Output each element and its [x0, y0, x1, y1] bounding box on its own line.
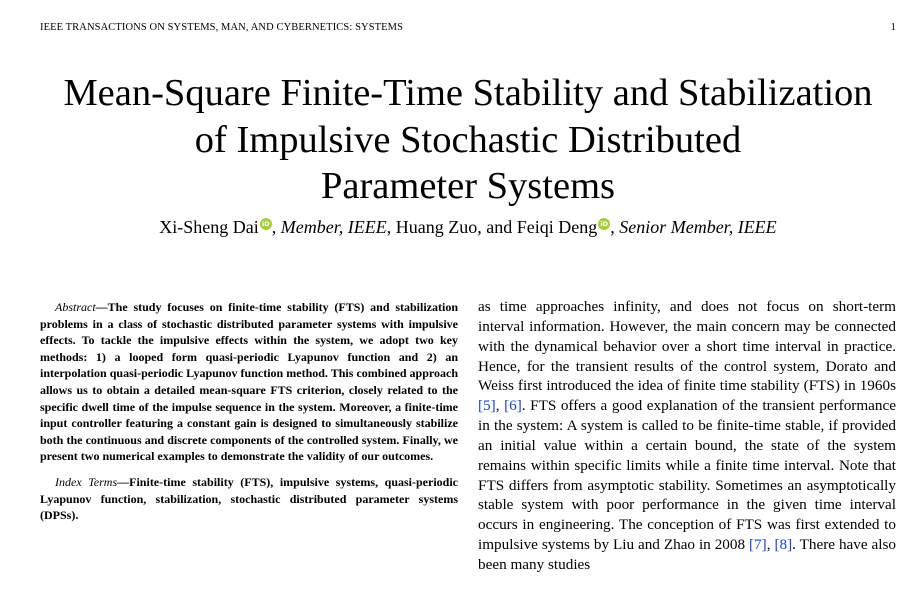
separator: ,	[271, 217, 281, 237]
abstract-column	[40, 299, 458, 524]
author-list	[0, 215, 908, 239]
citation-link[interactable]: [5]	[478, 397, 496, 415]
citation-link[interactable]: [7]	[749, 536, 767, 554]
page-number: 1	[890, 22, 896, 33]
author-name: Xi-Sheng Dai	[159, 217, 259, 237]
author-names: , Huang Zuo, and Feiqi Deng	[386, 217, 598, 237]
abstract-dash: —	[95, 300, 108, 314]
separator: ,	[610, 217, 620, 237]
abstract-text: The study focuses on finite-time stability (FTS) and stabilization problems in a class of stochastic distributed parameter systems with impulsive effects. To tackle the impulsive effects within the system, we adopt two key methods: 1) a looped form quasi-periodic Lyapunov function and 2) an interpolation quasi-periodic Lyapunov function method. This combined approach allows us to obtain a detailed mean-square FTS criterion, closely related to the specific dwell time of the impulse sequence in the system. Moreover, a finite-time input controller featuring a constant gain is designed to simultaneously stabilize both the continuous and discrete components of the controlled system. Finally, we present two numerical examples to demonstrate the validity of our outcomes.	[40, 300, 458, 464]
body-text: . FTS offers a good explanation of the transient performance in the system: A system is called to be finite-time stable, if provided an initial value within a certain bound, the state of the system remains within specific limits while a finite time interval. Note that FTS differs from asymptotic stability. Sometimes an asymptotically stable system with poor performance in the given time interval occurs in engineering. The conception of FTS was first extended to impulsive systems by Liu and Zhao in 2008	[478, 397, 896, 554]
body-text: ,	[495, 397, 505, 415]
body-text: . There have also been many studies	[478, 536, 897, 573]
citation-link[interactable]: [6]	[504, 397, 522, 415]
journal-name: IEEE TRANSACTIONS ON SYSTEMS, MAN, AND CYBERNETICS: SYSTEMS	[40, 22, 404, 33]
abstract	[40, 299, 458, 465]
author-membership: Member, IEEE	[280, 217, 387, 237]
index-terms	[40, 474, 458, 524]
title-line: of Impulsive Stochastic Distributed	[194, 118, 742, 161]
body-paragraph	[478, 297, 896, 575]
introduction-column	[478, 297, 896, 575]
orcid-icon[interactable]: iD	[598, 218, 610, 230]
citation-link[interactable]: [8]	[774, 536, 793, 554]
index-terms-label: Index Terms	[55, 474, 118, 489]
body-text: ,	[766, 536, 775, 554]
title-line: Parameter Systems	[320, 165, 616, 207]
title-line: Mean-Square Finite-Time Stability and Stabilization	[63, 72, 873, 114]
body-text: as time approaches infinity, and does not focus on short-term interval information. However, the main concern may be connected with the dynamical behavior over a short time interval in practice. Hence, for the transient results of the control system, Dorato and Weiss first introduced the idea of finite time stability (FTS) in 1960s	[478, 298, 896, 395]
index-terms-text: Finite-time stability (FTS), impulsive systems, quasi-periodic Lyapunov function, stabilization, stochastic distributed parameter systems (DPSs).	[40, 474, 458, 523]
paper-title	[20, 70, 908, 210]
index-terms-dash: —	[117, 474, 130, 489]
author-membership: Senior Member, IEEE	[619, 217, 777, 237]
orcid-icon[interactable]: iD	[260, 218, 272, 230]
abstract-label: Abstract	[55, 300, 96, 314]
running-header	[40, 22, 896, 36]
